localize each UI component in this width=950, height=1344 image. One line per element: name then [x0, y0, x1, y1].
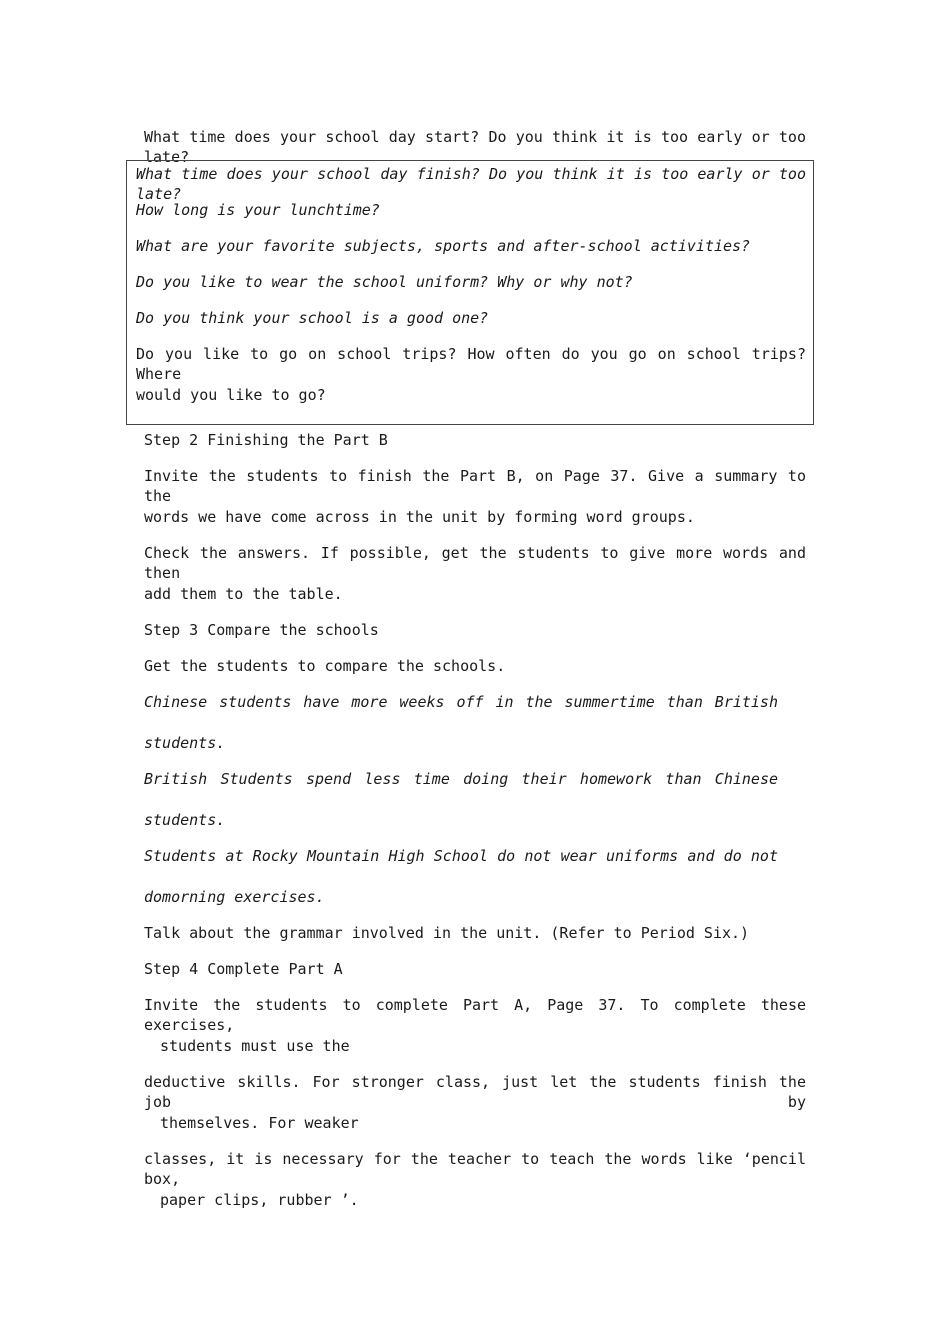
- question-favorite-subjects: What are your favorite subjects, sports and after-school activities?: [136, 237, 751, 255]
- comparison-2-line1: British Students spend less time doing their homework than Chinese: [144, 770, 778, 788]
- step-3-intro: Get the students to compare the schools.: [144, 657, 506, 675]
- question-school-trips-line2: would you like to go?: [136, 386, 326, 404]
- step-4-line3: deductive skills. For stronger class, just let the students finish the job by: [144, 1073, 806, 1111]
- step-4-line2: students must use the: [160, 1037, 350, 1055]
- step-4-line1: Invite the students to complete Part A, Page 37. To complete these exercises,: [144, 996, 806, 1034]
- comparison-1-line2: students.: [144, 734, 226, 752]
- comparison-3-line2: domorning exercises.: [144, 888, 325, 906]
- question-good-school: Do you think your school is a good one?: [136, 309, 489, 327]
- step-2-paragraph2-line2: add them to the table.: [144, 585, 343, 603]
- step-4-line5: classes, it is necessary for the teacher to teach the words like ‘pencil box,: [144, 1150, 806, 1188]
- question-school-trips-line1: Do you like to go on school trips? How often do you go on school trips? Where: [136, 345, 806, 383]
- step-3-heading: Step 3 Compare the schools: [144, 621, 379, 639]
- question-lunchtime: How long is your lunchtime?: [136, 201, 380, 219]
- step-2-paragraph1-line1: Invite the students to finish the Part B, on Page 37. Give a summary to the: [144, 467, 806, 505]
- question-finish-time: What time does your school day finish? Do you think it is too early or too late?: [136, 165, 806, 203]
- step-2-paragraph1-line2: words we have come across in the unit by forming word groups.: [144, 508, 695, 526]
- step-2-heading: Step 2 Finishing the Part B: [144, 431, 388, 449]
- comparison-3-line1: Students at Rocky Mountain High School do not wear uniforms and do not: [144, 847, 778, 865]
- question-uniform: Do you like to wear the school uniform? Why or why not?: [136, 273, 633, 291]
- grammar-note: Talk about the grammar involved in the unit. (Refer to Period Six.): [144, 924, 750, 942]
- step-4-heading: Step 4 Complete Part A: [144, 960, 343, 978]
- question-start-time: What time does your school day start? Do you think it is too early or too late?: [144, 128, 806, 166]
- comparison-1-line1: Chinese students have more weeks off in the summertime than British: [144, 693, 778, 711]
- step-4-line4: themselves. For weaker: [160, 1114, 359, 1132]
- step-2-paragraph2-line1: Check the answers. If possible, get the students to give more words and then: [144, 544, 806, 582]
- step-4-line6: paper clips, rubber ’.: [160, 1191, 359, 1209]
- comparison-2-line2: students.: [144, 811, 226, 829]
